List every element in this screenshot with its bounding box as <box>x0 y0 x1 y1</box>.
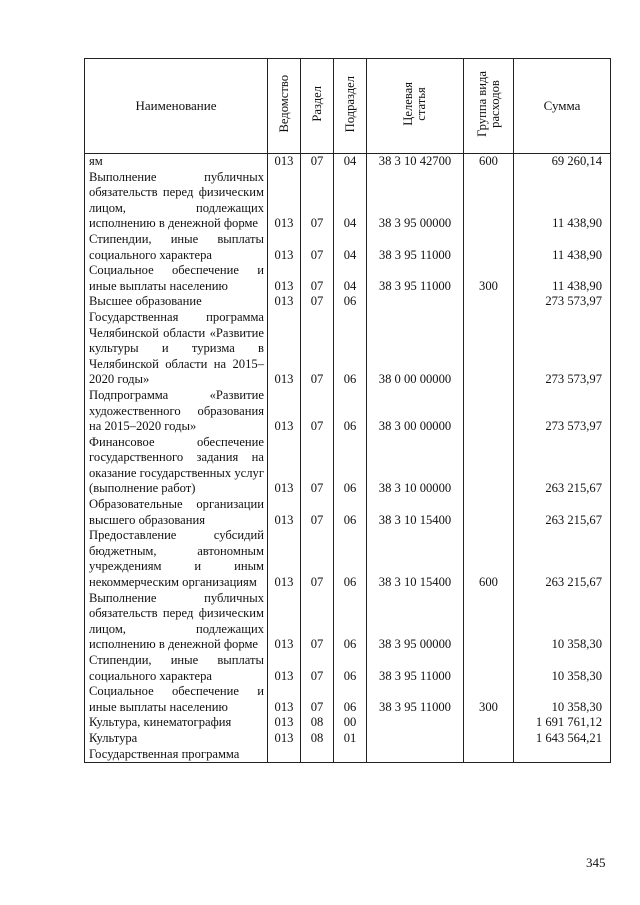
cell-name: Высшее образование <box>85 294 268 310</box>
cell-sum: 273 573,97 <box>514 294 611 310</box>
cell-dept: 013 <box>268 715 301 731</box>
cell-dept: 013 <box>268 731 301 747</box>
cell-subsection: 06 <box>334 591 367 653</box>
cell-name: Социальное обеспечение и иные выплаты населению <box>85 263 268 294</box>
table-row <box>85 435 611 497</box>
cell-name: Подпрограмма «Развитие художественного образования на 2015–2020 годы» <box>85 388 268 435</box>
table-row <box>85 154 611 170</box>
cell-subsection: 06 <box>334 497 367 528</box>
table-row <box>85 232 611 263</box>
cell-expense-group <box>464 653 514 684</box>
table-row <box>85 747 611 763</box>
cell-sum: 11 438,90 <box>514 263 611 294</box>
cell-expense-group: 300 <box>464 684 514 715</box>
cell-target-article: 38 3 00 00000 <box>367 388 464 435</box>
cell-dept: 013 <box>268 653 301 684</box>
cell-target-article <box>367 715 464 731</box>
cell-sum <box>514 747 611 763</box>
cell-section: 07 <box>301 388 334 435</box>
cell-target-article <box>367 294 464 310</box>
cell-sum: 11 438,90 <box>514 170 611 232</box>
cell-subsection: 06 <box>334 653 367 684</box>
cell-name: Стипендии, иные выплаты социального характера <box>85 653 268 684</box>
cell-name: Социальное обеспечение и иные выплаты населению <box>85 684 268 715</box>
cell-dept: 013 <box>268 154 301 170</box>
cell-dept: 013 <box>268 435 301 497</box>
cell-expense-group <box>464 232 514 263</box>
table-row <box>85 310 611 388</box>
cell-target-article: 38 3 10 00000 <box>367 435 464 497</box>
budget-table <box>84 58 611 763</box>
cell-expense-group <box>464 747 514 763</box>
cell-subsection: 06 <box>334 294 367 310</box>
cell-section: 07 <box>301 435 334 497</box>
cell-expense-group <box>464 731 514 747</box>
header-target-article: Целевая статья <box>367 59 464 154</box>
cell-target-article: 38 3 95 00000 <box>367 591 464 653</box>
table-row <box>85 528 611 590</box>
cell-dept: 013 <box>268 684 301 715</box>
cell-name: Государственная программа Челябинской области «Развитие культуры и туризма в Челябинской области на 2015–2020 годы» <box>85 310 268 388</box>
cell-expense-group <box>464 294 514 310</box>
cell-section: 08 <box>301 715 334 731</box>
cell-target-article: 38 3 95 11000 <box>367 263 464 294</box>
cell-target-article: 38 3 10 15400 <box>367 497 464 528</box>
cell-subsection: 01 <box>334 731 367 747</box>
cell-target-article: 38 3 95 11000 <box>367 232 464 263</box>
table-body <box>85 154 611 763</box>
table-row <box>85 731 611 747</box>
cell-subsection: 06 <box>334 435 367 497</box>
cell-name: Культура <box>85 731 268 747</box>
cell-section: 07 <box>301 497 334 528</box>
table-row <box>85 591 611 653</box>
cell-section: 08 <box>301 731 334 747</box>
cell-section: 07 <box>301 170 334 232</box>
cell-target-article: 38 3 10 42700 <box>367 154 464 170</box>
cell-expense-group <box>464 591 514 653</box>
cell-dept: 013 <box>268 232 301 263</box>
cell-sum: 10 358,30 <box>514 591 611 653</box>
cell-dept: 013 <box>268 497 301 528</box>
cell-section: 07 <box>301 232 334 263</box>
cell-expense-group <box>464 715 514 731</box>
cell-dept: 013 <box>268 388 301 435</box>
header-sum: Сумма <box>514 59 611 154</box>
header-subsection: Подраздел <box>334 59 367 154</box>
cell-subsection: 04 <box>334 170 367 232</box>
cell-target-article: 38 3 10 15400 <box>367 528 464 590</box>
cell-dept: 013 <box>268 263 301 294</box>
cell-subsection: 00 <box>334 715 367 731</box>
cell-dept: 013 <box>268 591 301 653</box>
cell-target-article: 38 3 95 11000 <box>367 653 464 684</box>
cell-name: Выполнение публичных обязательств перед физическим лицом, подлежащих исполнению в денежной форме <box>85 170 268 232</box>
cell-expense-group <box>464 388 514 435</box>
cell-sum: 1 643 564,21 <box>514 731 611 747</box>
page-number: 345 <box>586 855 606 870</box>
cell-section: 07 <box>301 653 334 684</box>
cell-expense-group <box>464 497 514 528</box>
cell-sum: 1 691 761,12 <box>514 715 611 731</box>
cell-name: Образовательные организации высшего образования <box>85 497 268 528</box>
cell-sum: 263 215,67 <box>514 528 611 590</box>
table-row <box>85 653 611 684</box>
cell-sum: 273 573,97 <box>514 388 611 435</box>
cell-dept: 013 <box>268 170 301 232</box>
cell-dept <box>268 747 301 763</box>
cell-section: 07 <box>301 154 334 170</box>
table-row <box>85 497 611 528</box>
cell-section: 07 <box>301 684 334 715</box>
cell-name: Культура, кинематография <box>85 715 268 731</box>
table-header-row <box>85 59 611 154</box>
cell-section: 07 <box>301 591 334 653</box>
cell-target-article <box>367 731 464 747</box>
cell-section <box>301 747 334 763</box>
cell-subsection: 06 <box>334 684 367 715</box>
cell-name: Предоставление субсидий бюджетным, автономным учреждениям и иным некоммерческим организациям <box>85 528 268 590</box>
table-row <box>85 170 611 232</box>
table-row <box>85 388 611 435</box>
table-row <box>85 294 611 310</box>
cell-subsection: 06 <box>334 528 367 590</box>
cell-subsection: 04 <box>334 263 367 294</box>
cell-sum: 11 438,90 <box>514 232 611 263</box>
cell-subsection <box>334 747 367 763</box>
cell-expense-group <box>464 310 514 388</box>
header-name: Наименование <box>85 59 268 154</box>
cell-sum: 10 358,30 <box>514 684 611 715</box>
header-section: Раздел <box>301 59 334 154</box>
cell-expense-group <box>464 170 514 232</box>
cell-expense-group: 300 <box>464 263 514 294</box>
header-expense-group: Группа вида расходов <box>464 59 514 154</box>
cell-section: 07 <box>301 294 334 310</box>
cell-dept: 013 <box>268 310 301 388</box>
cell-subsection: 06 <box>334 310 367 388</box>
cell-sum: 10 358,30 <box>514 653 611 684</box>
cell-subsection: 04 <box>334 232 367 263</box>
cell-target-article: 38 3 95 00000 <box>367 170 464 232</box>
cell-target-article <box>367 747 464 763</box>
cell-dept: 013 <box>268 528 301 590</box>
cell-section: 07 <box>301 528 334 590</box>
cell-subsection: 06 <box>334 388 367 435</box>
cell-expense-group: 600 <box>464 154 514 170</box>
cell-sum: 273 573,97 <box>514 310 611 388</box>
cell-target-article: 38 3 95 11000 <box>367 684 464 715</box>
cell-subsection: 04 <box>334 154 367 170</box>
cell-target-article: 38 0 00 00000 <box>367 310 464 388</box>
cell-section: 07 <box>301 263 334 294</box>
cell-name: ям <box>85 154 268 170</box>
cell-section: 07 <box>301 310 334 388</box>
cell-sum: 263 215,67 <box>514 497 611 528</box>
cell-expense-group: 600 <box>464 528 514 590</box>
cell-name: Стипендии, иные выплаты социального характера <box>85 232 268 263</box>
cell-expense-group <box>464 435 514 497</box>
table-row <box>85 715 611 731</box>
cell-name: Государственная программа <box>85 747 268 763</box>
header-dept: Ведомство <box>268 59 301 154</box>
table-row <box>85 263 611 294</box>
cell-sum: 69 260,14 <box>514 154 611 170</box>
table-row <box>85 684 611 715</box>
cell-name: Выполнение публичных обязательств перед физическим лицом, подлежащих исполнению в денежной форме <box>85 591 268 653</box>
cell-dept: 013 <box>268 294 301 310</box>
cell-name: Финансовое обеспечение государственного задания на оказание государственных услуг (выполнение работ) <box>85 435 268 497</box>
cell-sum: 263 215,67 <box>514 435 611 497</box>
